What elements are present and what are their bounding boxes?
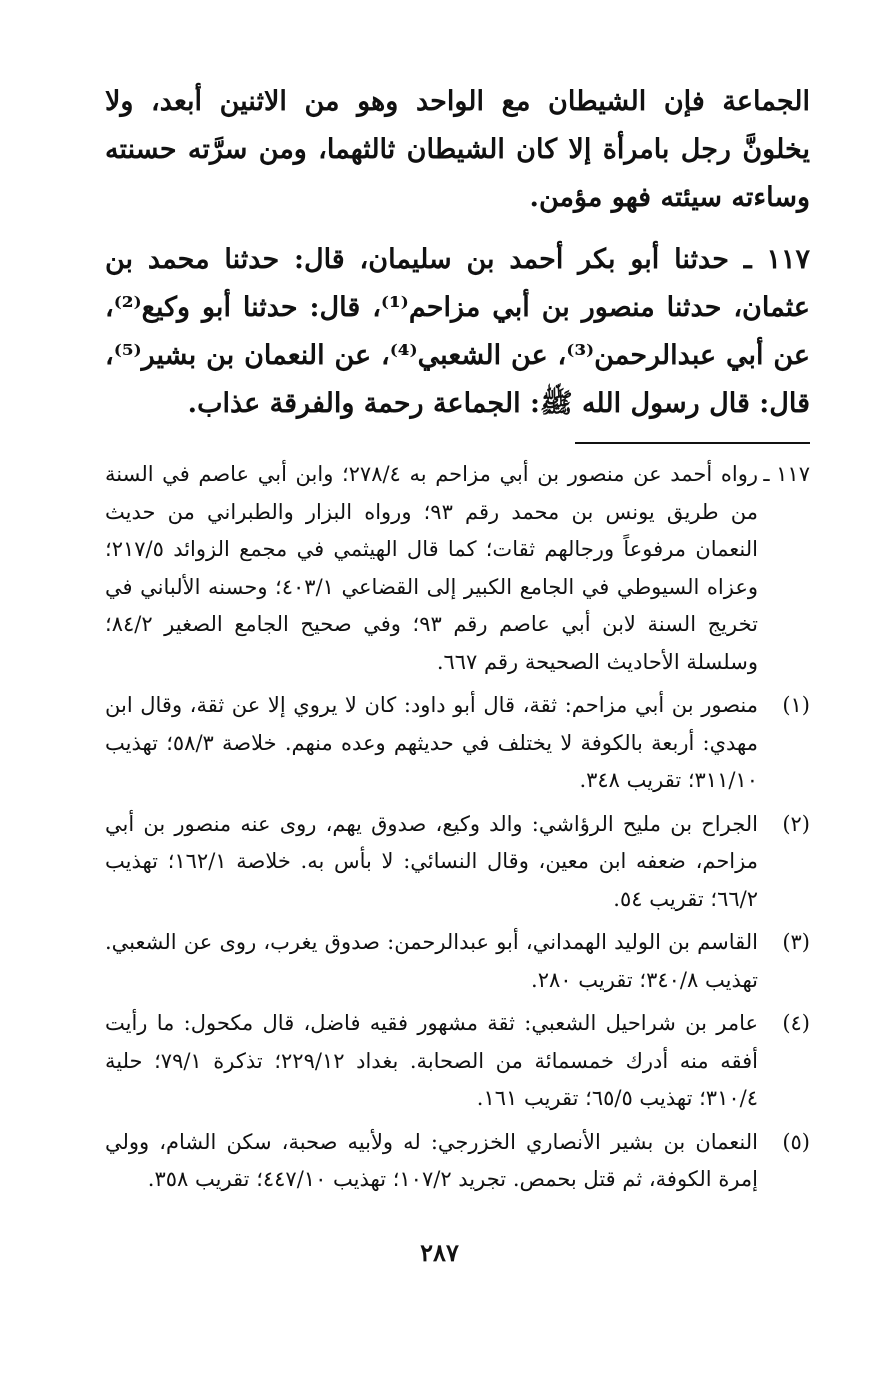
footnote-number: (٢) — [782, 811, 810, 836]
footnote-text: القاسم بن الوليد الهمداني، أبو عبدالرحمن: صدوق يغرب، روى عن الشعبي. تهذيب ٣٤٠/٨؛ تقريب ٢٨٠. — [105, 930, 758, 992]
footnote-separator — [575, 442, 810, 444]
footnote-number: (٥) — [782, 1129, 810, 1154]
footnote-item — [105, 806, 810, 919]
footnote-number: (٤) — [782, 1011, 810, 1035]
footnote-item — [105, 687, 810, 800]
body-paragraph: الجماعة فإن الشيطان مع الواحد وهو من الاثنين أبعد، ولا يخلونَّ رجل بامرأة إلا كان الشيطان ثالثهما، ومن سرَّته حسنته وساءته سيئته فهو مؤمن. — [105, 86, 810, 213]
footnote-item — [105, 1124, 810, 1199]
footnote-item — [105, 1005, 810, 1118]
footnote-item — [105, 924, 810, 999]
footnote-text: عامر بن شراحيل الشعبي: ثقة مشهور فقيه فاضل، قال مكحول: ما رأيت أفقه منه أدرك خمسمائة من الصحابة. بغداد ٢٢٩/١٢؛ تذكرة ٧٩/١؛ حلية ٣١٠/٤؛ تهذيب ٦٥/٥؛ تقريب ١٦١. — [105, 1011, 758, 1110]
page-number: ٢٨٧ — [420, 1238, 459, 1267]
footnote-number: ١١٧ ـ — [763, 462, 810, 486]
hadith-paragraph — [105, 236, 810, 428]
hadith-text: حدثنا أبو بكر أحمد بن سليمان، قال: حدثنا محمد بن عثمان، حدثنا منصور بن أبي مزاحم⁽¹⁾، قال: حدثنا أبو وكيع⁽²⁾، عن أبي عبدالرحمن⁽³⁾، عن الشعبي⁽⁴⁾، عن النعمان بن بشير⁽⁵⁾، قال: قال رسول الله ﷺ: الجماعة رحمة والفرقة عذاب. — [105, 244, 811, 419]
footnote-text: الجراح بن مليح الرؤاشي: والد وكيع، صدوق يهم، روى عنه منصور بن أبي مزاحم، ضعفه ابن معين، وقال النسائي: لا بأس به. خلاصة ١٦٢/١؛ تهذيب ٦٦/٢؛ تقريب ٥٤. — [105, 811, 758, 911]
page-content — [105, 78, 810, 1205]
footnote-text: النعمان بن بشير الأنصاري الخزرجي: له ولأبيه صحبة، سكن الشام، وولي إمرة الكوفة، ثم قتل بحمص. تجريد ١٠٧/٢؛ تهذيب ٤٤٧/١٠؛ تقريب ٣٥٨. — [105, 1129, 758, 1191]
hadith-number: ١١٧ ـ — [743, 244, 810, 275]
footnote-number: (١) — [782, 693, 810, 717]
footnote-item — [105, 456, 810, 681]
footnote-text: رواه أحمد عن منصور بن أبي مزاحم به ٢٧٨/٤؛ وابن أبي عاصم في السنة من طريق يونس بن محمد رقم ٩٣؛ ورواه البزار والطبراني من حديث النعمان مرفوعاً ورجالهم ثقات؛ كما قال الهيثمي في مجمع الزوائد ٢١٧/٥؛ وعزاه السيوطي في الجامع الكبير إلى القضاعي ٤٠٣/١؛ وحسنه الألباني في تخريج السنة لابن أبي عاصم رقم ٩٣؛ وفي صحيح الجامع الصغير ٨٤/٢؛ وسلسلة الأحاديث الصحيحة رقم ٦٦٧. — [105, 462, 758, 674]
footnote-number: (٣) — [782, 930, 810, 954]
footnote-text: منصور بن أبي مزاحم: ثقة، قال أبو داود: كان لا يروي إلا عن ثقة، وقال ابن مهدي: أربعة بالكوفة لا يختلف في حديثهم وعده منهم. خلاصة ٥٨/٣؛ تهذيب ٣١١/١٠؛ تقريب ٣٤٨. — [105, 693, 758, 792]
